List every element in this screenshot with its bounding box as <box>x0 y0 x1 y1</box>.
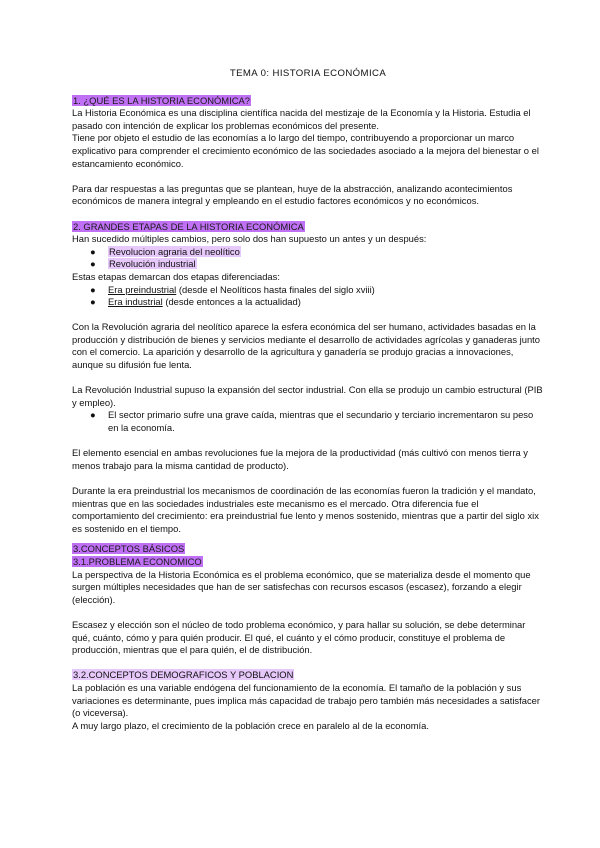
section-3-paragraph: La población es una variable endógena del funcionamiento de la economía. El tamaño de la población y sus variaciones es determinante, pues implica más capacidad de trabajo pero también más necesidades a satisfacer (o viceversa). <box>72 681 540 719</box>
list-item-text: El sector primario sufre una grave caída, mientras que el secundario y terciario incrementaron su peso en la economía. <box>108 409 534 434</box>
list-item <box>72 296 544 309</box>
section-2-paragraph: El elemento esencial en ambas revoluciones fue la mejora de la productividad (más cultivó con menos tierra y menos trabajo para la misma cantidad de producto). <box>72 447 528 471</box>
bullet-icon: ● <box>90 258 96 270</box>
document-title: TEMA 0: HISTORIA ECONÓMICA <box>229 68 387 79</box>
bullet-icon: ● <box>90 296 96 308</box>
list-item-text: (desde el Neolíticos hasta finales del siglo xviii) <box>176 283 375 295</box>
section-3-1-heading: 3.1.PROBLEMA ECONOMICO <box>73 555 202 567</box>
section-1-paragraph: Tiene por objeto el estudio de las economías a lo largo del tiempo, contribuyendo a proporcionar un marco explicativo para comprender el crecimiento económico de las sociedades asociado a la mejora del bienestar o el estancamiento económico. <box>72 132 539 169</box>
list-item <box>72 284 544 297</box>
section-1 <box>72 95 544 208</box>
section-2-paragraph: Con la Revolución agraria del neolítico aparece la esfera económica del ser humano, actividades basadas en la producción y distribución de bienes y servicios mediante el desarrollo de actividades agrícolas y ganaderas junto con el comercio. La aparición y desarrollo de la agricultura y ganadería se produjo gracias a innovaciones, aunque su difusión fue lenta. <box>72 321 540 371</box>
list-item-term: Era industrial <box>108 296 163 308</box>
bullet-icon: ● <box>90 245 96 257</box>
section-2 <box>72 221 544 536</box>
list-item <box>72 258 544 271</box>
list-item <box>72 246 544 259</box>
bullet-icon: ● <box>90 283 96 295</box>
section-3-paragraph: Escasez y elección son el núcleo de todo problema económico, y para hallar su solución, se debe determinar qué, cuánto, cómo y para quién producir. El qué, el cuánto y el cómo producir, constituye el problema de producción, mientras que el para quién, el de distribución. <box>72 618 526 656</box>
list-item-text: (desde entonces a la actualidad) <box>162 296 301 308</box>
section-1-heading: 1. ¿QUÉ ES LA HISTORIA ECONÓMICA? <box>73 94 250 106</box>
section-2-intro: Han sucedido múltiples cambios, pero solo dos han supuesto un antes y un después: <box>72 233 427 245</box>
section-2-paragraph: Durante la era preindustrial los mecanismos de coordinación de las economías fueron la tradición y el mandato, mientras que en las sociedades industriales este mecanismo es el mercado. Otra diferencia fue el comportamiento del crecimiento: era preindustrial fue lento y menos sostenido, mientras que a partir del siglo xix es sostenido en el tiempo. <box>72 485 539 534</box>
list-item-term: Era preindustrial <box>108 283 177 295</box>
list-item-text: Revolucion agraria del neolítico <box>109 245 240 257</box>
section-1-paragraph: Para dar respuestas a las preguntas que se plantean, huye de la abstracción, analizando acontecimientos económicos de manera integral y empleando en el estudio factores económicos y no económicos. <box>72 182 513 207</box>
section-2-paragraph: La Revolución Industrial supuso la expansión del sector industrial. Con ella se produjo un cambio estructural (PIB y empleo). <box>72 384 543 408</box>
bullet-icon: ● <box>90 409 96 421</box>
section-1-paragraph: La Historia Económica es una disciplina científica nacida del mestizaje de la Economía y la Historia. Estudia el pasado con intención de explicar los problemas económicos del presente. <box>72 107 531 131</box>
section-3-heading: 3.CONCEPTOS BÁSICOS <box>73 543 185 555</box>
section-2-intro: Estas etapas demarcan dos etapas diferenciadas: <box>72 270 280 282</box>
section-2-heading: 2. GRANDES ETAPAS DE LA HISTORIA ECONÓMICA <box>73 220 304 232</box>
list-item <box>72 409 544 434</box>
section-3 <box>72 543 544 732</box>
section-3-paragraph: A muy largo plazo, el crecimiento de la población crece en paralelo al de la economía. <box>72 719 429 731</box>
section-3-paragraph: La perspectiva de la Historia Económica es el problema económico, que se materializa desde el momento que surgen múltiples necesidades que han de ser satisfechas con recursos escasos (escasez), forzando a elegir (elección). <box>72 568 531 605</box>
list-item-text: Revolución industrial <box>109 258 196 270</box>
section-3-2-heading: 3.2.CONCEPTOS DEMOGRAFICOS Y POBLACION <box>73 669 294 681</box>
